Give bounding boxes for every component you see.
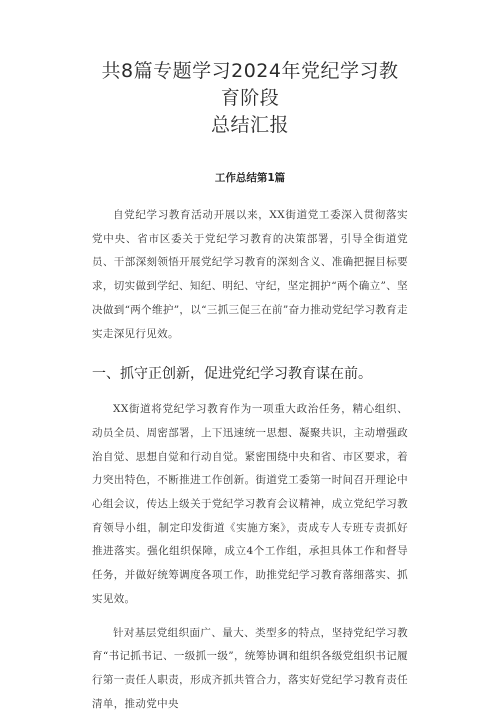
paragraph-body-2: 针对基层党组织面广、量大、类型多的特点，坚持党纪学习教育“书记抓书记、一级抓一级”，统筹协调和组织各级党组织书记履行第一责任人职责，形成齐抓共管合力，落实好党纪学习教育责任清单，推动党中央 (92, 626, 408, 710)
title-line-1: 共8篇专题学习2024年党纪学习教育阶段 (101, 60, 399, 109)
section-subtitle: 工作总结第1篇 (214, 172, 286, 184)
paragraph-body-1: XX街道将党纪学习教育作为一项重大政治任务，精心组织、动员全员、周密部署，上下迅速统一思想、凝聚共识，主动增强政治自觉、思想自觉和行动自觉。紧密围绕中央和省、市区要求，着力突出特色，不断推进工作创新。街道党工委第一时间召开理论中心组会议，传达上级关于党纪学习教育会议精神，成立党纪学习教育领导小组，制定印发街道《实施方案》，责成专人专班专责抓好推进落实。强化组织保障，成立4个工作组，承担具体工作和督导任务，并做好统筹调度各项工作，助推党纪学习教育落细落实、抓实见效。 (92, 403, 408, 605)
paragraph-intro: 自党纪学习教育活动开展以来，XX街道党工委深入贯彻落实党中央、省市区委关于党纪学习教育的决策部署，引导全街道党员、干部深刻领悟开展党纪学习教育的深刻含义、准确把握目标要求，切实做到学纪、知纪、明纪、守纪，坚定拥护“两个确立”、坚决做到“两个维护”，以“三抓三促三在前”奋力推动党纪学习教育走实走深见行见效。 (92, 209, 408, 340)
section-heading-1: 一、抓守正创新，促进党纪学习教育谋在前。 (92, 366, 372, 383)
title-line-2: 总结汇报 (210, 114, 289, 136)
document-title (92, 0, 408, 139)
